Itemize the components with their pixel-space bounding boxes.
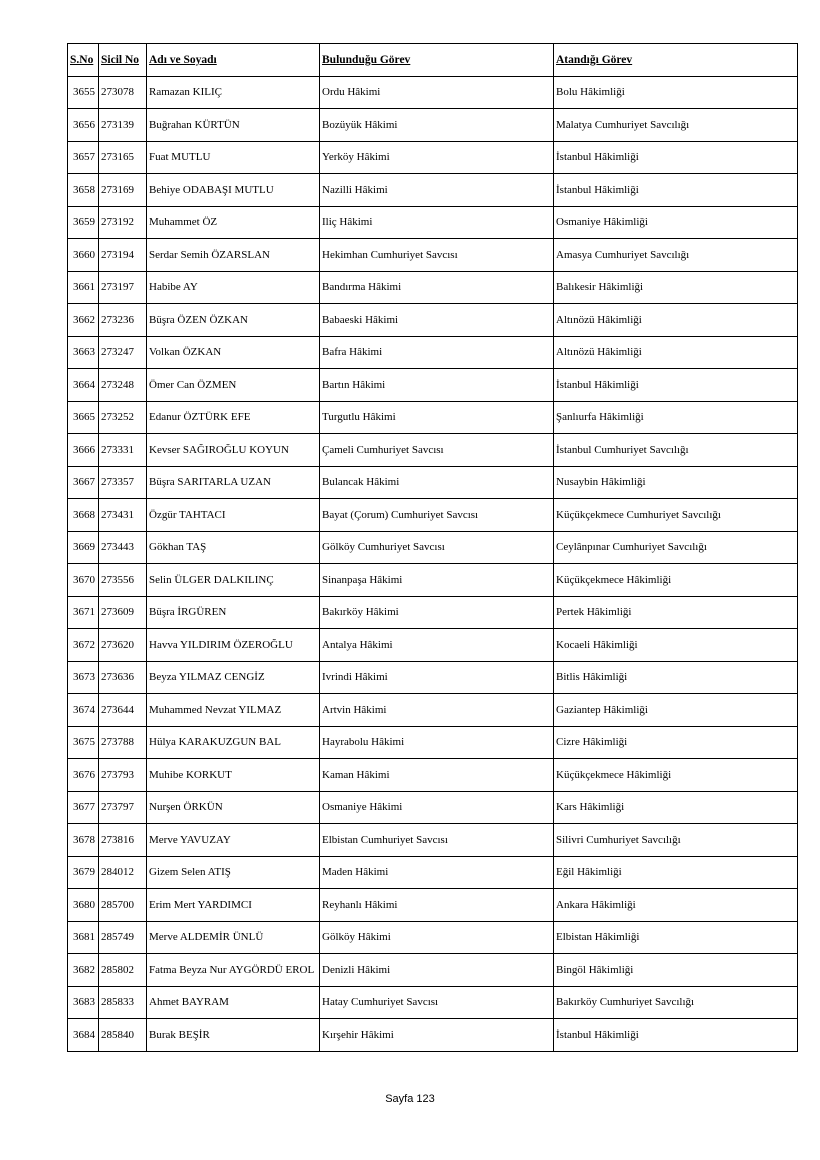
cell-assigned-post: Nusaybin Hâkimliği xyxy=(554,466,798,499)
cell-name: Edanur ÖZTÜRK EFE xyxy=(147,401,320,434)
cell-assigned-post: İstanbul Hâkimliği xyxy=(554,174,798,207)
cell-current-post: Hayrabolu Hâkimi xyxy=(320,726,554,759)
cell-current-post: Bandırma Hâkimi xyxy=(320,271,554,304)
cell-assigned-post: Amasya Cumhuriyet Savcılığı xyxy=(554,239,798,272)
cell-current-post: Elbistan Cumhuriyet Savcısı xyxy=(320,824,554,857)
cell-sno: 3658 xyxy=(68,174,99,207)
cell-assigned-post: Ankara Hâkimliği xyxy=(554,889,798,922)
cell-sno: 3674 xyxy=(68,694,99,727)
cell-assigned-post: Gaziantep Hâkimliği xyxy=(554,694,798,727)
cell-sicil: 273644 xyxy=(99,694,147,727)
cell-assigned-post: Cizre Hâkimliği xyxy=(554,726,798,759)
cell-name: Erim Mert YARDIMCI xyxy=(147,889,320,922)
table-body xyxy=(68,76,798,1051)
table-row xyxy=(68,466,798,499)
cell-sno: 3655 xyxy=(68,76,99,109)
cell-sicil: 285833 xyxy=(99,986,147,1019)
cell-current-post: Artvin Hâkimi xyxy=(320,694,554,727)
cell-sicil: 273165 xyxy=(99,141,147,174)
table-row xyxy=(68,174,798,207)
cell-sno: 3673 xyxy=(68,661,99,694)
cell-assigned-post: Malatya Cumhuriyet Savcılığı xyxy=(554,109,798,142)
cell-name: Büşra SARITARLA UZAN xyxy=(147,466,320,499)
cell-sno: 3664 xyxy=(68,369,99,402)
cell-sicil: 273357 xyxy=(99,466,147,499)
cell-sno: 3667 xyxy=(68,466,99,499)
cell-name: Fuat MUTLU xyxy=(147,141,320,174)
cell-name: Beyza YILMAZ CENGİZ xyxy=(147,661,320,694)
cell-current-post: Maden Hâkimi xyxy=(320,856,554,889)
cell-current-post: Antalya Hâkimi xyxy=(320,629,554,662)
cell-sicil: 273248 xyxy=(99,369,147,402)
header-name: Adı ve Soyadı xyxy=(147,44,320,77)
cell-sicil: 273816 xyxy=(99,824,147,857)
cell-sicil: 273620 xyxy=(99,629,147,662)
cell-sicil: 273197 xyxy=(99,271,147,304)
table-row xyxy=(68,271,798,304)
assignment-table xyxy=(67,43,798,1052)
cell-current-post: Babaeski Hâkimi xyxy=(320,304,554,337)
table-row xyxy=(68,824,798,857)
cell-current-post: Bulancak Hâkimi xyxy=(320,466,554,499)
cell-sicil: 273797 xyxy=(99,791,147,824)
cell-name: Volkan ÖZKAN xyxy=(147,336,320,369)
cell-name: Ahmet BAYRAM xyxy=(147,986,320,1019)
table-row xyxy=(68,239,798,272)
table-row xyxy=(68,369,798,402)
table-row xyxy=(68,889,798,922)
cell-sicil: 285749 xyxy=(99,921,147,954)
cell-assigned-post: Küçükçekmece Hâkimliği xyxy=(554,564,798,597)
cell-name: Gökhan TAŞ xyxy=(147,531,320,564)
cell-name: Ömer Can ÖZMEN xyxy=(147,369,320,402)
cell-current-post: Reyhanlı Hâkimi xyxy=(320,889,554,922)
cell-sicil: 273247 xyxy=(99,336,147,369)
table-row xyxy=(68,759,798,792)
cell-sno: 3681 xyxy=(68,921,99,954)
table-row xyxy=(68,921,798,954)
cell-current-post: Bozüyük Hâkimi xyxy=(320,109,554,142)
cell-sno: 3670 xyxy=(68,564,99,597)
cell-sno: 3662 xyxy=(68,304,99,337)
cell-sicil: 273636 xyxy=(99,661,147,694)
cell-name: Muhammet ÖZ xyxy=(147,206,320,239)
cell-sno: 3672 xyxy=(68,629,99,662)
table-row xyxy=(68,564,798,597)
cell-assigned-post: İstanbul Cumhuriyet Savcılığı xyxy=(554,434,798,467)
table-row xyxy=(68,141,798,174)
table-row xyxy=(68,304,798,337)
table-row xyxy=(68,531,798,564)
cell-name: Behiye ODABAŞI MUTLU xyxy=(147,174,320,207)
cell-name: Fatma Beyza Nur AYGÖRDÜ EROL xyxy=(147,954,320,987)
cell-name: Büşra İRGÜREN xyxy=(147,596,320,629)
table-row xyxy=(68,629,798,662)
cell-name: Merve ALDEMİR ÜNLÜ xyxy=(147,921,320,954)
cell-sno: 3678 xyxy=(68,824,99,857)
cell-name: Hülya KARAKUZGUN BAL xyxy=(147,726,320,759)
cell-assigned-post: Altınözü Hâkimliği xyxy=(554,304,798,337)
cell-sicil: 273793 xyxy=(99,759,147,792)
cell-name: Merve YAVUZAY xyxy=(147,824,320,857)
cell-sno: 3663 xyxy=(68,336,99,369)
cell-name: Muhammed Nevzat YILMAZ xyxy=(147,694,320,727)
cell-sicil: 285840 xyxy=(99,1019,147,1052)
cell-sno: 3683 xyxy=(68,986,99,1019)
cell-sicil: 285802 xyxy=(99,954,147,987)
cell-current-post: Ivrindi Hâkimi xyxy=(320,661,554,694)
cell-assigned-post: Eğil Hâkimliği xyxy=(554,856,798,889)
table-row xyxy=(68,401,798,434)
cell-current-post: Gölköy Hâkimi xyxy=(320,921,554,954)
cell-name: Ramazan KILIÇ xyxy=(147,76,320,109)
cell-sno: 3659 xyxy=(68,206,99,239)
cell-name: Büşra ÖZEN ÖZKAN xyxy=(147,304,320,337)
cell-current-post: Hatay Cumhuriyet Savcısı xyxy=(320,986,554,1019)
cell-current-post: Hekimhan Cumhuriyet Savcısı xyxy=(320,239,554,272)
table-row xyxy=(68,1019,798,1052)
cell-assigned-post: Kars Hâkimliği xyxy=(554,791,798,824)
cell-current-post: Çameli Cumhuriyet Savcısı xyxy=(320,434,554,467)
cell-assigned-post: Altınözü Hâkimliği xyxy=(554,336,798,369)
cell-sicil: 273252 xyxy=(99,401,147,434)
cell-assigned-post: Küçükçekmece Cumhuriyet Savcılığı xyxy=(554,499,798,532)
cell-assigned-post: İstanbul Hâkimliği xyxy=(554,141,798,174)
cell-sno: 3684 xyxy=(68,1019,99,1052)
cell-sicil: 273236 xyxy=(99,304,147,337)
table-row xyxy=(68,336,798,369)
cell-sno: 3679 xyxy=(68,856,99,889)
cell-current-post: Iliç Hâkimi xyxy=(320,206,554,239)
cell-sicil: 285700 xyxy=(99,889,147,922)
cell-name: Habibe AY xyxy=(147,271,320,304)
cell-sicil: 273788 xyxy=(99,726,147,759)
table-row xyxy=(68,986,798,1019)
cell-current-post: Turgutlu Hâkimi xyxy=(320,401,554,434)
table-header-row xyxy=(68,44,798,77)
table-row xyxy=(68,76,798,109)
cell-sicil: 273609 xyxy=(99,596,147,629)
cell-assigned-post: Elbistan Hâkimliği xyxy=(554,921,798,954)
cell-assigned-post: Bakırköy Cumhuriyet Savcılığı xyxy=(554,986,798,1019)
cell-assigned-post: İstanbul Hâkimliği xyxy=(554,1019,798,1052)
page-number: Sayfa 123 xyxy=(385,1093,435,1105)
table-row xyxy=(68,791,798,824)
cell-sicil: 273078 xyxy=(99,76,147,109)
cell-name: Buğrahan KÜRTÜN xyxy=(147,109,320,142)
cell-sno: 3656 xyxy=(68,109,99,142)
cell-current-post: Yerköy Hâkimi xyxy=(320,141,554,174)
cell-sno: 3676 xyxy=(68,759,99,792)
cell-sicil: 273139 xyxy=(99,109,147,142)
cell-assigned-post: Balıkesir Hâkimliği xyxy=(554,271,798,304)
cell-sicil: 273331 xyxy=(99,434,147,467)
cell-sno: 3660 xyxy=(68,239,99,272)
cell-sicil: 273192 xyxy=(99,206,147,239)
cell-current-post: Osmaniye Hâkimi xyxy=(320,791,554,824)
cell-current-post: Kaman Hâkimi xyxy=(320,759,554,792)
cell-sno: 3669 xyxy=(68,531,99,564)
cell-sicil: 273556 xyxy=(99,564,147,597)
table-row xyxy=(68,954,798,987)
header-sicil: Sicil No xyxy=(99,44,147,77)
cell-name: Özgür TAHTACI xyxy=(147,499,320,532)
cell-current-post: Kırşehir Hâkimi xyxy=(320,1019,554,1052)
cell-current-post: Gölköy Cumhuriyet Savcısı xyxy=(320,531,554,564)
cell-sno: 3682 xyxy=(68,954,99,987)
header-sno: S.No xyxy=(68,44,99,77)
cell-name: Kevser SAĞIROĞLU KOYUN xyxy=(147,434,320,467)
table-row xyxy=(68,694,798,727)
cell-name: Havva YILDIRIM ÖZEROĞLU xyxy=(147,629,320,662)
table-row xyxy=(68,596,798,629)
cell-current-post: Bafra Hâkimi xyxy=(320,336,554,369)
cell-sicil: 273431 xyxy=(99,499,147,532)
cell-assigned-post: Ceylânpınar Cumhuriyet Savcılığı xyxy=(554,531,798,564)
cell-name: Gizem Selen ATIŞ xyxy=(147,856,320,889)
cell-assigned-post: Şanlıurfa Hâkimliği xyxy=(554,401,798,434)
cell-name: Burak BEŞİR xyxy=(147,1019,320,1052)
cell-sno: 3677 xyxy=(68,791,99,824)
cell-sicil: 273194 xyxy=(99,239,147,272)
cell-name: Nurşen ÖRKÜN xyxy=(147,791,320,824)
cell-assigned-post: Kocaeli Hâkimliği xyxy=(554,629,798,662)
table-row xyxy=(68,434,798,467)
cell-assigned-post: Osmaniye Hâkimliği xyxy=(554,206,798,239)
cell-sno: 3661 xyxy=(68,271,99,304)
cell-name: Serdar Semih ÖZARSLAN xyxy=(147,239,320,272)
cell-current-post: Bayat (Çorum) Cumhuriyet Savcısı xyxy=(320,499,554,532)
cell-current-post: Bakırköy Hâkimi xyxy=(320,596,554,629)
cell-sicil: 284012 xyxy=(99,856,147,889)
cell-name: Selin ÜLGER DALKILINÇ xyxy=(147,564,320,597)
cell-sno: 3680 xyxy=(68,889,99,922)
table-row xyxy=(68,109,798,142)
cell-assigned-post: Küçükçekmece Hâkimliği xyxy=(554,759,798,792)
cell-sno: 3675 xyxy=(68,726,99,759)
table-row xyxy=(68,726,798,759)
cell-sno: 3666 xyxy=(68,434,99,467)
table-row xyxy=(68,499,798,532)
header-current-post: Bulunduğu Görev xyxy=(320,44,554,77)
cell-sno: 3668 xyxy=(68,499,99,532)
cell-current-post: Nazilli Hâkimi xyxy=(320,174,554,207)
cell-current-post: Ordu Hâkimi xyxy=(320,76,554,109)
cell-assigned-post: Bingöl Hâkimliği xyxy=(554,954,798,987)
cell-current-post: Bartın Hâkimi xyxy=(320,369,554,402)
table-row xyxy=(68,856,798,889)
cell-current-post: Denizli Hâkimi xyxy=(320,954,554,987)
cell-sicil: 273443 xyxy=(99,531,147,564)
cell-current-post: Sinanpaşa Hâkimi xyxy=(320,564,554,597)
cell-assigned-post: Bolu Hâkimliği xyxy=(554,76,798,109)
cell-name: Muhibe KORKUT xyxy=(147,759,320,792)
cell-sno: 3665 xyxy=(68,401,99,434)
cell-sno: 3657 xyxy=(68,141,99,174)
table-row xyxy=(68,206,798,239)
cell-assigned-post: Bitlis Hâkimliği xyxy=(554,661,798,694)
cell-assigned-post: İstanbul Hâkimliği xyxy=(554,369,798,402)
table-row xyxy=(68,661,798,694)
cell-sno: 3671 xyxy=(68,596,99,629)
header-assigned-post: Atandığı Görev xyxy=(554,44,798,77)
cell-assigned-post: Silivri Cumhuriyet Savcılığı xyxy=(554,824,798,857)
cell-assigned-post: Pertek Hâkimliği xyxy=(554,596,798,629)
cell-sicil: 273169 xyxy=(99,174,147,207)
